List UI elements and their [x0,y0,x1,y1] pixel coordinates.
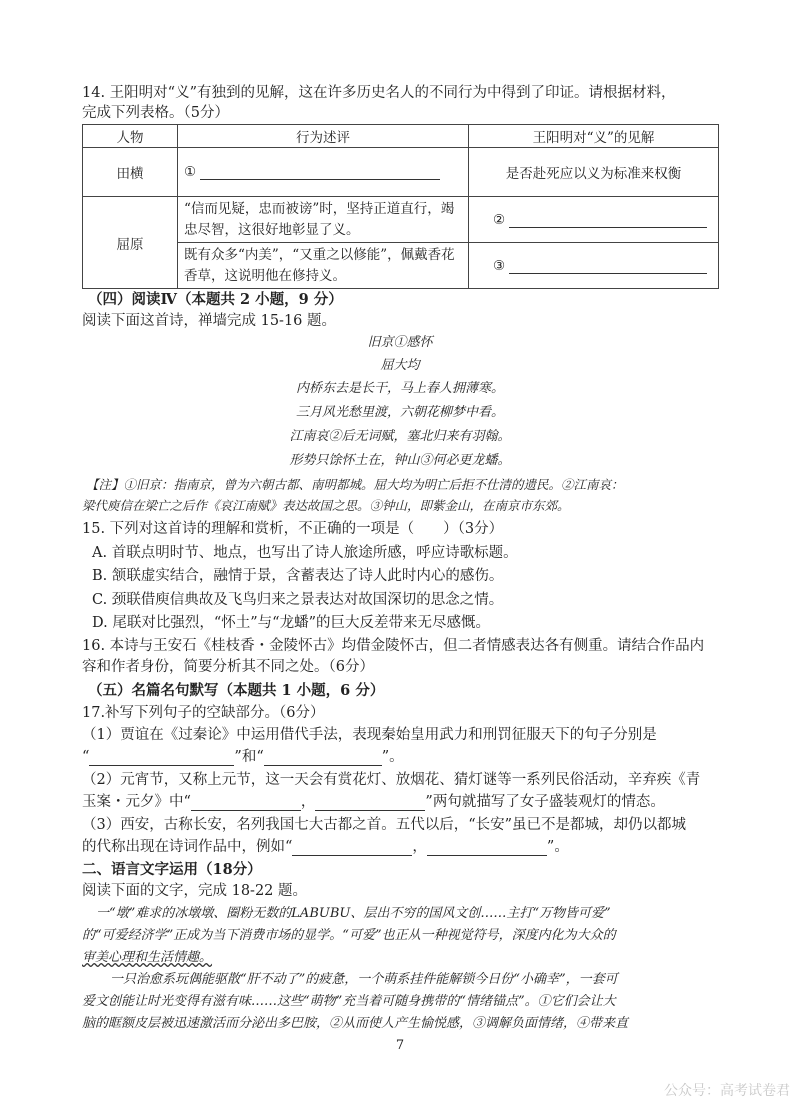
passage-line: 脑的眶额皮层被迅速激活而分泌出多巴胺，②从而使人产生愉悦感，③调解负面情绪，④带来直 [82,1016,629,1031]
q14-line1: 14. 王阳明对“义”有独到的见解，这在许多历史名人的不同行为中得到了印证。请根据材料， [82,85,676,101]
option-a[interactable]: A. 首联点明时节、地点，也写出了诗人旅途所感，呼应诗歌标题。 [92,545,518,561]
q17-part1-line2 [82,748,404,766]
table-row [83,148,719,197]
page-number: 7 [395,1038,405,1053]
poem-line: 三月风光愁里渡，六朝花柳梦中看。 [295,405,504,420]
section-heading: （四）阅读Ⅳ（本题共 2 小题，9 分） [88,291,343,308]
table-header-review: 行为述评 [178,125,469,148]
poem-title: 旧京①感怀 [367,335,433,350]
instruction: 阅读下面这首诗，禅墙完成 15-16 题。 [82,313,337,329]
poem-line: 形势只馀怀土在，钟山③何必更龙蟠。 [289,453,511,468]
section-heading: 二、语言文字运用（18分） [82,861,262,878]
quote-close: ”。 [381,749,404,765]
table-cell-person: 田横 [83,148,178,197]
section-heading: （五）名篇名句默写（本题共 1 小题，6 分） [88,682,385,699]
text-fragment: 玉案・元夕》中“ [82,794,191,810]
table-cell-view: 是否赴死应以义为标准来权衡 [469,148,719,197]
note-line: 梁代庾信在梁亡之后作《哀江南赋》表达故国之思。③钟山，即紫金山，在南京市东郊。 [82,498,570,513]
answer-blank[interactable] [191,796,301,811]
table-cell-review: 既有众多“内美”，“又重之以修能”，佩戴香花香草，这说明他在修持义。 [178,243,469,289]
table-row [83,243,719,289]
answer-blank[interactable] [292,841,412,856]
text-fragment: 的代称出现在诗词作品中，例如“ [82,839,293,855]
instruction: 阅读下面的文字，完成 18-22 题。 [82,883,308,899]
text-fragment: ， [412,839,427,855]
option-d[interactable]: D. 尾联对比强烈，“怀土”与“龙蟠”的巨大反差带来无尽感慨。 [92,615,490,631]
circled-marker: ① [184,164,197,180]
table-cell-review [178,148,469,197]
answer-blank[interactable] [89,751,234,766]
passage-line: 一只治愈系玩偶能驱散“肝不动了”的疲惫，一个萌系挂件能解锁今日份“小确幸”，一套可 [110,972,618,987]
circled-marker: ② [493,211,506,228]
answer-blank[interactable] [509,213,707,228]
answer-blank[interactable] [200,165,440,180]
passage-line: 审美心理和生活情趣。 [82,950,213,965]
answer-blank[interactable] [427,841,547,856]
circled-marker: ③ [493,257,506,274]
note-line: 【注】①旧京：指南京，曾为六朝古都、南明都城。屈大均为明亡后拒不仕清的遗民。②江南哀： [86,477,624,492]
option-b[interactable]: B. 颔联虚实结合，融情于景，含蓄表达了诗人此时内心的感伤。 [92,568,504,584]
q17-part3-line2 [82,838,569,856]
answer-blank[interactable] [509,259,707,274]
watermark: 公众号：高考试卷君 [664,1083,790,1099]
answer-table [82,124,719,289]
table-header-view: 王阳明对“义”的见解 [469,125,719,148]
answer-blank[interactable] [315,796,425,811]
passage-line: 爱文创能让时光变得有滋有味……这些“萌物”充当着可随身携带的“情绪锚点”。①它们会让大 [82,994,616,1009]
q17-part1-line1: （1）贾谊在《过秦论》中运用借代手法，表现秦始皇用武力和刑罚征服天下的句子分别是 [82,727,657,743]
poem-line: 内桥东去是长干，马上春人拥薄寒。 [295,381,504,396]
table-cell-person: 屈原 [83,197,178,289]
table-header-person: 人物 [83,125,178,148]
q17-part2-line2 [82,793,665,811]
q16-line2: 容和作者身份，简要分析其不同之处。（6分） [82,659,374,675]
passage-line: 的“可爱经济学”正成为当下消费市场的显学。“可爱”也正从一种视觉符号，深度内化为大众的 [82,928,616,943]
table-row [83,197,719,243]
poem-line: 江南哀②后无词赋，塞北归来有羽翰。 [289,429,511,444]
q17-part2-line1: （2）元宵节，又称上元节，这一天会有赏花灯、放烟花、猜灯谜等一系列民俗活动，辛弃疾《青 [82,772,701,788]
text-fragment: ”。 [546,839,569,855]
q15-stem: 15. 下列对这首诗的理解和赏析，不正确的一项是（ ）（3分） [82,521,504,537]
quote-mid: ”和“ [234,749,264,765]
answer-blank[interactable] [264,751,382,766]
text-fragment: ， [300,794,316,810]
q17-part3-line1: （3）西安，古称长安，名列我国七大古都之首。五代以后，“长安”虽已不是都城，却仍以都城 [82,817,687,833]
quote-open: “ [82,749,90,765]
poem-author: 屈大均 [380,358,420,373]
option-c[interactable]: C. 颈联借庾信典故及飞鸟归来之景表达对故国深切的思念之情。 [92,592,504,608]
q16-line1: 16. 本诗与王安石《桂枝香・金陵怀古》均借金陵怀古，但二者情感表达各有侧重。请结合作品内 [82,638,705,654]
passage-line: 一“墩”难求的冰墩墩、圈粉无数的LABUBU、层出不穷的国风文创……主打“万物皆可爱” [96,906,611,921]
table-cell-view [469,243,719,289]
q17-stem: 17.补写下列句子的空缺部分。（6分） [82,705,325,721]
table-header-row [83,125,719,148]
text-fragment: ”两句就描写了女子盛装观灯的情态。 [425,794,665,810]
table-cell-view [469,197,719,243]
table-cell-review: “信而见疑，忠而被谤”时，坚持正道直行，竭忠尽智，这很好地彰显了义。 [178,197,469,243]
q14-line2: 完成下列表格。（5分） [82,105,229,121]
